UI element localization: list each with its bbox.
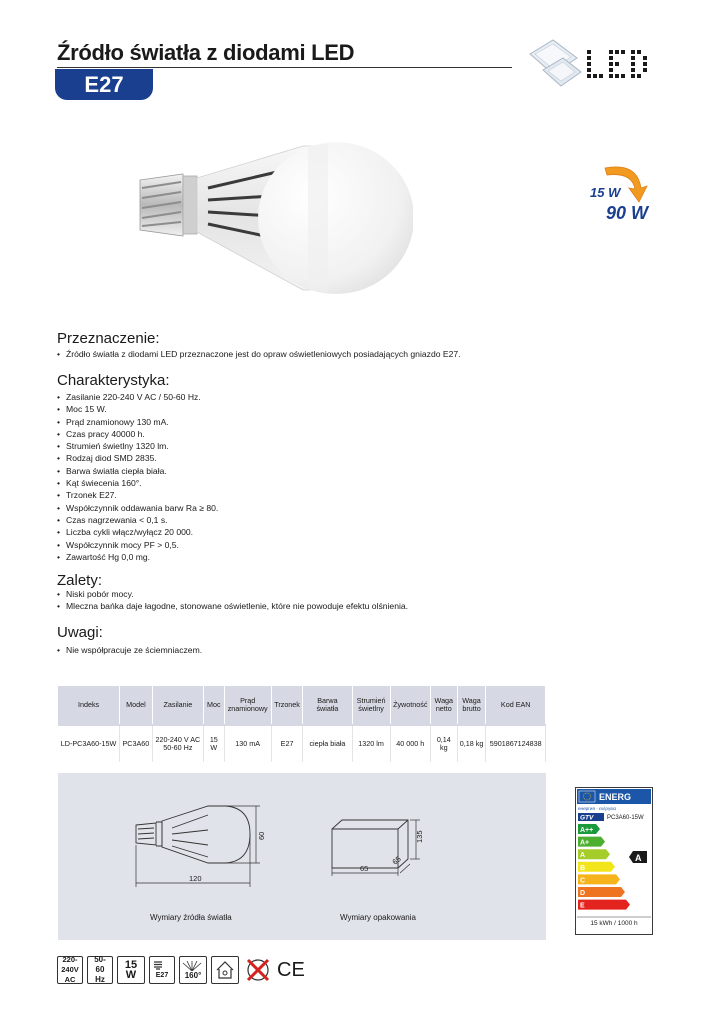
bulb-length-value: 120	[189, 874, 202, 883]
bulb-diameter-value: 60	[257, 831, 266, 840]
list-item: • Nie współpracuje ze ściemniaczem.	[57, 644, 202, 656]
specs-list	[57, 391, 218, 563]
box-width-value: 65	[360, 864, 369, 873]
list-item: • Współczynnik mocy PF > 0,5.	[57, 539, 218, 551]
voltage-icon	[57, 956, 83, 984]
eu-flag-icon	[579, 791, 595, 802]
box-dimensions-caption: Wymiary opakowania	[340, 913, 416, 922]
column-header: Żywotność	[390, 686, 430, 724]
list-item: • Liczba cykli włącz/wyłącz 20 000.	[57, 526, 218, 538]
energy-class-label: A	[580, 852, 586, 860]
list-item: • Mleczna bańka daje łagodne, stonowane oświetlenie, które nie powoduje efektu olśnienia.	[57, 600, 408, 612]
table-cell: 40 000 h	[390, 726, 430, 762]
list-item: • Współczynnik oddawania barw Ra ≥ 80.	[57, 502, 218, 514]
table-cell: 5901867124838	[486, 726, 546, 762]
table-cell: E27	[271, 726, 303, 762]
energy-class-label: A+	[580, 839, 590, 847]
table-cell: LD-PC3A60-15W	[58, 726, 120, 762]
page-title: Źródło światła z diodami LED	[57, 40, 355, 65]
list-item: • Rodzaj diod SMD 2835.	[57, 452, 218, 464]
energy-rating-value: A	[635, 853, 642, 863]
list-item: • Czas nagrzewania < 0,1 s.	[57, 514, 218, 526]
socket-text: E27	[155, 972, 169, 979]
list-item: • Strumień świetlny 1320 lm.	[57, 440, 218, 452]
led-panel-icon	[530, 40, 581, 86]
ce-text: CE	[277, 959, 305, 981]
column-header: Barwa światła	[303, 686, 352, 724]
energy-label-model: PC3A60-15W	[607, 815, 644, 821]
product-spec-table	[58, 686, 546, 762]
led-logo	[525, 36, 655, 92]
bulb-dimensions-caption: Wymiary źródła światła	[150, 913, 232, 922]
energy-consumption: 15 kWh / 1000 h	[590, 920, 638, 927]
dimensions-drawing	[58, 773, 546, 940]
socket-badge: E27	[55, 69, 153, 100]
energy-label-subtitle: енергия · ενέργεια	[578, 806, 617, 811]
power-equivalent: 90 W	[606, 203, 649, 223]
column-header: Indeks	[58, 686, 120, 724]
frequency-text: 50-60 Hz	[94, 955, 106, 984]
energy-class-bar	[578, 900, 630, 910]
column-header: Trzonek	[271, 686, 303, 724]
purpose-heading: Przeznaczenie:	[57, 330, 160, 347]
energy-label-brand: GTV	[580, 814, 594, 822]
column-header: Strumień świetlny	[352, 686, 390, 724]
specs-heading: Charakterystyka:	[57, 372, 170, 389]
energy-label	[575, 787, 653, 935]
column-header: Waga netto	[430, 686, 457, 724]
column-header: Zasilanie	[152, 686, 203, 724]
list-item: • Zawartość Hg 0,0 mg.	[57, 551, 218, 563]
frequency-icon	[87, 956, 113, 984]
box-depth-value: 65	[390, 854, 403, 867]
table-row	[58, 726, 546, 762]
led-bulb-photo	[128, 118, 413, 318]
energy-class-label: E	[580, 902, 585, 910]
power-text: 15 W	[124, 959, 138, 981]
table-cell: 0,18 kg	[457, 726, 486, 762]
list-item: • Kąt świecenia 160°.	[57, 477, 218, 489]
beam-angle-text: 160°	[184, 971, 202, 980]
advantages-heading: Zalety:	[57, 572, 103, 589]
table-header-row	[58, 686, 546, 724]
power-consumption: 15 W	[590, 185, 621, 200]
no-dimmer-icon	[243, 956, 273, 984]
energy-class-label: A++	[580, 827, 594, 834]
socket-thread-icon	[152, 961, 164, 971]
list-item: • Barwa światła ciepła biała.	[57, 465, 218, 477]
list-item: • Zasilanie 220-240 V AC / 50-60 Hz.	[57, 391, 218, 403]
purpose-list	[57, 348, 461, 360]
list-item: • Trzonek E27.	[57, 489, 218, 501]
notes-list	[57, 644, 202, 656]
beam-rays-icon	[182, 961, 202, 971]
column-header: Prąd znamionowy	[224, 686, 271, 724]
column-header: Waga brutto	[457, 686, 486, 724]
title-divider	[57, 67, 512, 68]
column-header: Model	[120, 686, 153, 724]
list-item: • Moc 15 W.	[57, 403, 218, 415]
table-cell: 220-240 V AC 50-60 Hz	[152, 726, 203, 762]
feature-icons-row	[57, 955, 305, 985]
list-item: • Źródło światła z diodami LED przeznaczone jest do opraw oświetleniowych posiadających gniazdo E27.	[57, 348, 461, 360]
led-dotted-letters	[587, 50, 647, 78]
list-item: • Niski pobór mocy.	[57, 588, 408, 600]
box-height-value: 135	[415, 830, 424, 843]
power-icon	[117, 956, 145, 984]
socket-icon	[149, 956, 175, 984]
column-header: Moc	[204, 686, 225, 724]
table-cell: 0,14 kg	[430, 726, 457, 762]
energy-class-label: C	[580, 877, 586, 885]
list-item: • Prąd znamionowy 130 mA.	[57, 416, 218, 428]
table-cell: 130 mA	[224, 726, 271, 762]
table-cell: PC3A60	[120, 726, 153, 762]
table-cell: 15 W	[204, 726, 225, 762]
ce-mark-icon	[277, 956, 305, 984]
advantages-list	[57, 588, 408, 613]
voltage-text: 220-240V AC	[61, 955, 79, 984]
energy-class-label: D	[580, 890, 586, 897]
notes-heading: Uwagi:	[57, 624, 103, 641]
beam-angle-icon	[179, 956, 207, 984]
list-item: • Czas pracy 40000 h.	[57, 428, 218, 440]
column-header: Kod EAN	[486, 686, 546, 724]
table-cell: ciepła biała	[303, 726, 352, 762]
bulb-base	[140, 174, 197, 236]
table-cell: 1320 lm	[352, 726, 390, 762]
bulb-outline-drawing	[136, 806, 250, 863]
bulb-diameter-dimension	[226, 806, 260, 863]
indoor-use-icon	[211, 956, 239, 984]
energy-class-label: B	[580, 864, 586, 872]
energy-label-title: ENERG	[599, 792, 632, 802]
